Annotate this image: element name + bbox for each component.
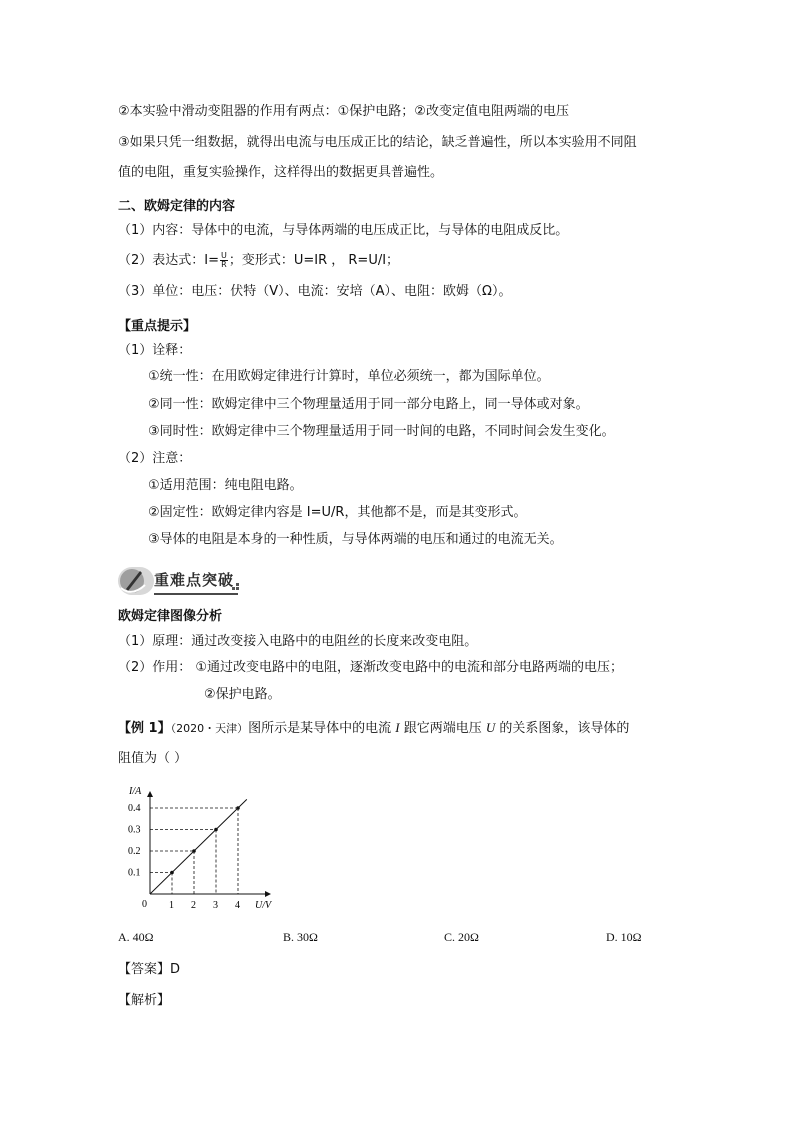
formula-suffix: ；变形式：U=IR ， R=U/I； xyxy=(228,253,400,268)
text-line-protect: ②保护电路。 xyxy=(204,687,281,702)
text-line-fixedness: ②固定性：欧姆定律内容是 I=U/R，其他都不是，而是其变形式。 xyxy=(148,505,527,520)
example-text-2: 跟它两端电压 xyxy=(399,721,486,736)
text-line-function: （2）作用： ①通过改变电路中的电阻，逐渐改变电路中的电流和部分电路两端的电压； xyxy=(118,660,624,675)
analysis-label: 【解析】 xyxy=(118,993,171,1008)
example-question-line2: 阻值为（ ） xyxy=(118,751,188,766)
y-tick-label-1: 0.1 xyxy=(128,867,141,879)
example-text-3: 的关系图象，该导体的 xyxy=(495,721,630,736)
choice-d: D. 10Ω xyxy=(606,930,642,944)
iu-graph-svg xyxy=(118,780,288,915)
text-line-rheostat-role: ②本实验中滑动变阻器的作用有两点：①保护电路；②改变定值电阻两端的电压 xyxy=(118,104,569,119)
example-source: （2020・天津） xyxy=(170,722,249,735)
section-title-graph-analysis: 欧姆定律图像分析 xyxy=(118,609,223,624)
text-line-formula xyxy=(118,252,399,270)
text-line-note: （2）注意： xyxy=(118,451,192,466)
text-line-generality-2: 值的电阻，重复实验操作，这样得出的数据更具普遍性。 xyxy=(118,165,444,180)
text-line-content: （1）内容：导体中的电流，与导体两端的电压成正比，与导体的电阻成反比。 xyxy=(118,223,569,238)
formula-numerator: U xyxy=(221,251,227,260)
formula-denominator: R xyxy=(221,260,227,269)
iu-graph xyxy=(118,780,288,915)
example-var-U: U xyxy=(485,720,496,735)
x-tick-label-4: 4 xyxy=(235,900,240,911)
data-point-3 xyxy=(214,828,218,832)
example-question xyxy=(118,719,629,738)
answer-line: 【答案】D xyxy=(118,962,181,977)
text-line-interpretation: （1）诠释： xyxy=(118,343,192,358)
banner-title: 重难点突破 xyxy=(154,571,235,589)
text-line-units: （3）单位：电压：伏特（V）、电流：安培（A）、电阻：欧姆（Ω）。 xyxy=(118,284,512,299)
text-line-scope: ①适用范围：纯电阻电路。 xyxy=(148,478,303,493)
series-line xyxy=(150,799,247,894)
y-tick-label-2: 0.2 xyxy=(128,846,141,857)
data-point-4 xyxy=(236,806,240,810)
text-line-simultaneity: ③同时性：欧姆定律中三个物理量适用于同一时间的电路，不同时间会发生变化。 xyxy=(148,424,615,439)
choice-c: C. 20Ω xyxy=(444,930,479,944)
y-axis-label: I/A xyxy=(129,786,142,797)
text-line-principle: （1）原理：通过改变接入电路中的电阻丝的长度来改变电阻。 xyxy=(118,634,478,649)
text-line-sameness: ②同一性：欧姆定律中三个物理量适用于同一部分电路上，同一导体或对象。 xyxy=(148,397,589,412)
origin-label: 0 xyxy=(142,899,147,910)
y-tick-label-3: 0.3 xyxy=(128,824,141,836)
y-tick-label-4: 0.4 xyxy=(128,803,141,814)
choice-a: A. 40Ω xyxy=(118,930,154,944)
example-label: 【例 1】 xyxy=(118,721,171,736)
key-difficulty-banner xyxy=(118,563,243,599)
x-axis-label: U/V xyxy=(255,900,272,911)
choice-b: B. 30Ω xyxy=(283,930,318,944)
formula-prefix: （2）表达式：I= xyxy=(118,253,219,268)
text-line-resistance-property: ③导体的电阻是本身的一种性质，与导体两端的电压和通过的电流无关。 xyxy=(148,532,563,547)
x-tick-label-2: 2 xyxy=(191,900,196,911)
example-var-I: I xyxy=(395,720,400,735)
text-line-generality-1: ③如果只凭一组数据，就得出电流与电压成正比的结论，缺乏普遍性，所以本实验用不同阻 xyxy=(118,135,637,150)
example-text-1: 图所示是某导体中的电流 xyxy=(248,721,396,736)
key-points-title: 【重点提示】 xyxy=(118,319,197,334)
data-point-1 xyxy=(170,871,174,875)
x-tick-label-1: 1 xyxy=(169,900,174,911)
formula-fraction xyxy=(220,252,228,269)
data-point-2 xyxy=(192,849,196,853)
text-line-uniformity: ①统一性：在用欧姆定律进行计算时，单位必须统一，都为国际单位。 xyxy=(148,369,550,384)
section-title-ohms-law: 二、欧姆定律的内容 xyxy=(118,199,236,214)
x-tick-label-3: 3 xyxy=(213,900,218,911)
